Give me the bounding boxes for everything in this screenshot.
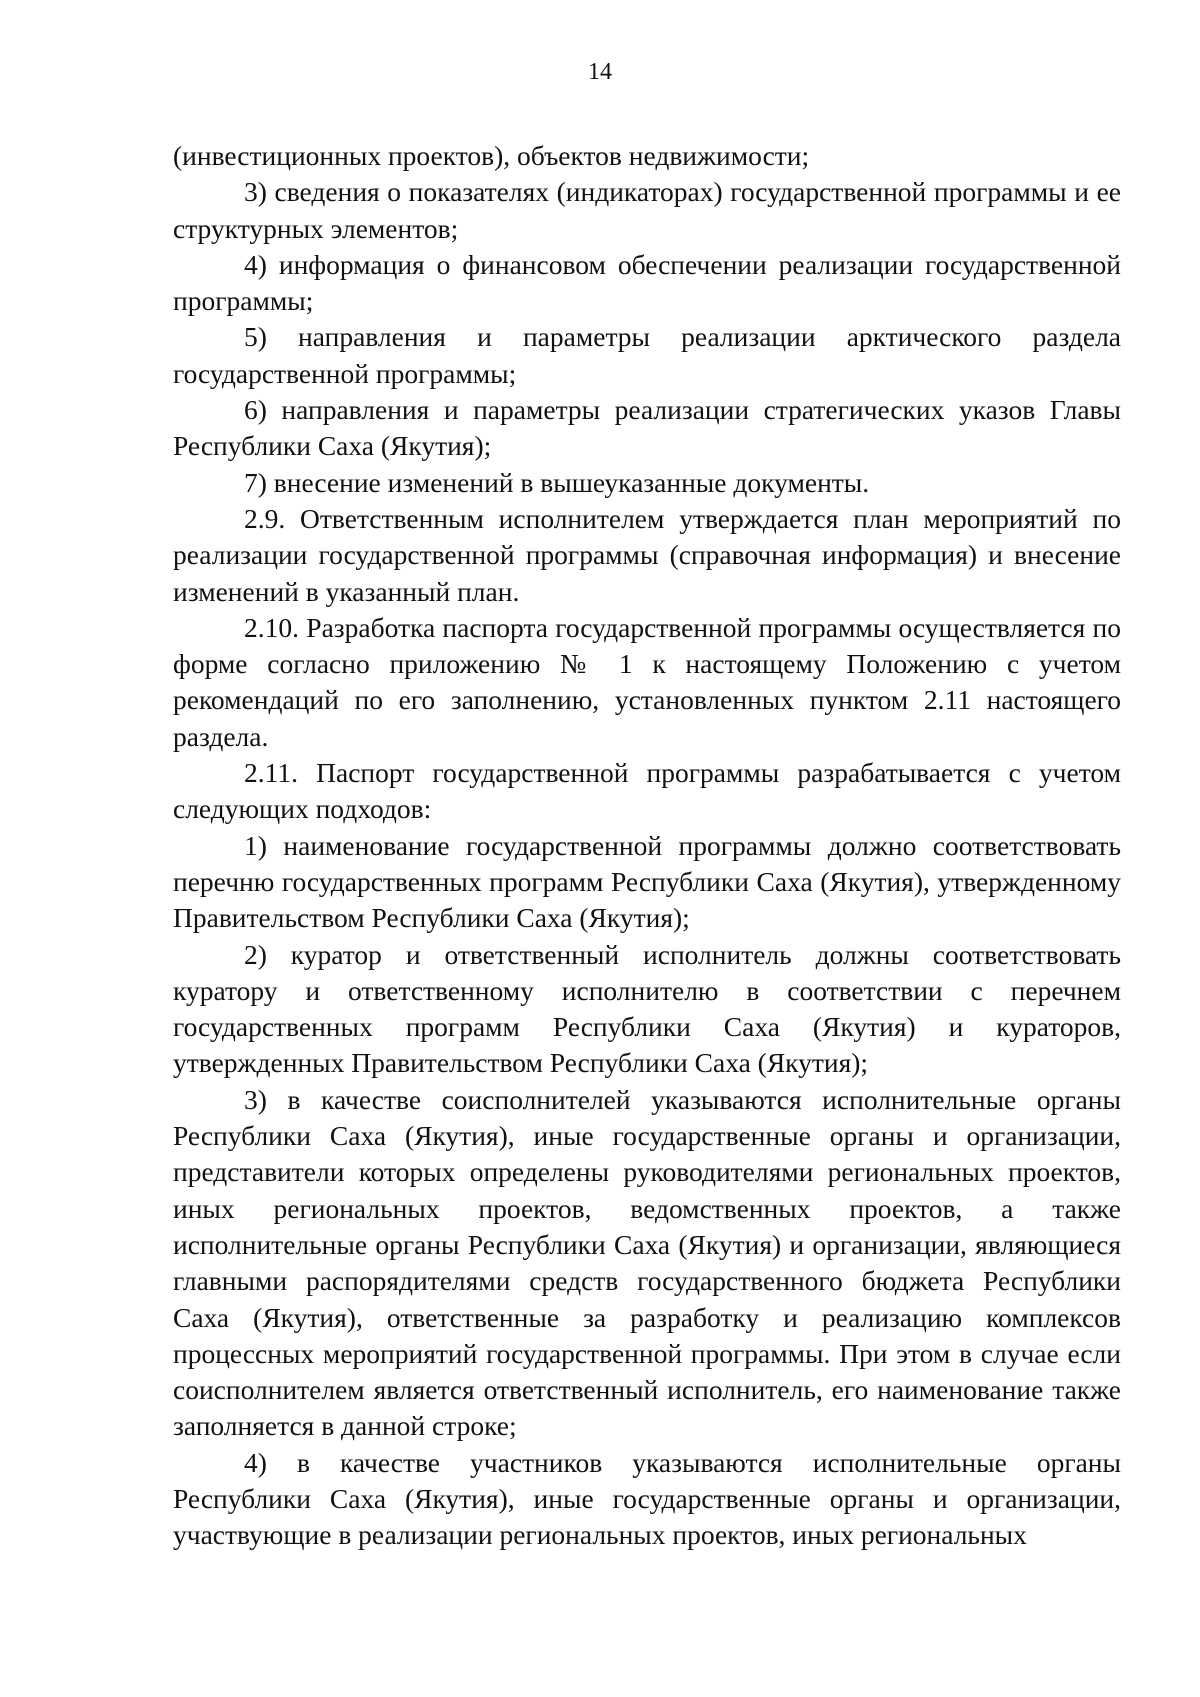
paragraph-2-10: 2.10. Разработка паспорта государственной программы осуществляется по форме согласно приложению № 1 к настоящему Положению с учетом рекомендаций по его заполнению, установленных пунктом 2.11 настоящего раздела. bbox=[173, 611, 1121, 752]
paragraph-approach-1: 1) наименование государственной программы должно соответствовать перечню государственных программ Республики Саха (Якутия), утвержденному Правительством Республики Саха (Якутия); bbox=[173, 829, 1121, 934]
paragraph-item-4: 4) информация о финансовом обеспечении реализации государственной программы; bbox=[173, 248, 1121, 317]
paragraph-approach-3: 3) в качестве соисполнителей указываются исполнительные органы Республики Саха (Якутия), иные государственные органы и организации, представители которых определены руководителями региональных проектов, иных региональных проектов, ведомственных проектов, а также исполнительные органы Республики Саха (Якутия) и организации, являющиеся главными распорядителями средств государственного бюджета Республики Саха (Якутия), ответственные за разработку и реализацию комплексов процессных мероприятий государственной программы. При этом в случае если соисполнителем является ответственный исполнитель, его наименование также заполняется в данной строке; bbox=[173, 1083, 1121, 1442]
paragraph-2-11: 2.11. Паспорт государственной программы разрабатывается с учетом следующих подходов: bbox=[173, 757, 1121, 825]
page-number: 14 bbox=[588, 59, 612, 85]
paragraph-approach-4: 4) в качестве участников указываются исполнительные органы Республики Саха (Якутия), иные государственные органы и организации, участвующие в реализации региональных проектов, иных региональных bbox=[173, 1446, 1121, 1551]
document-body bbox=[173, 138, 1121, 1554]
paragraph-approach-2: 2) куратор и ответственный исполнитель должны соответствовать куратору и ответственному исполнителю в соответствии с перечнем государственных программ Республики Саха (Якутия) и кураторов, утвержденных Правительством Республики Саха (Якутия); bbox=[173, 938, 1121, 1079]
paragraph-2-9: 2.9. Ответственным исполнителем утверждается план мероприятий по реализации государственной программы (справочная информация) и внесение изменений в указанный план. bbox=[173, 502, 1121, 607]
paragraph-item-5: 5) направления и параметры реализации арктического раздела государственной программы; bbox=[173, 321, 1121, 389]
paragraph-continuation: (инвестиционных проектов), объектов недвижимости; bbox=[173, 140, 810, 171]
paragraph-item-6: 6) направления и параметры реализации стратегических указов Главы Республики Саха (Якутия); bbox=[173, 394, 1121, 462]
paragraph-item-7: 7) внесение изменений в вышеуказанные документы. bbox=[244, 466, 870, 498]
paragraph-item-3: 3) сведения о показателях (индикаторах) государственной программы и ее структурных элементов; bbox=[173, 176, 1121, 244]
